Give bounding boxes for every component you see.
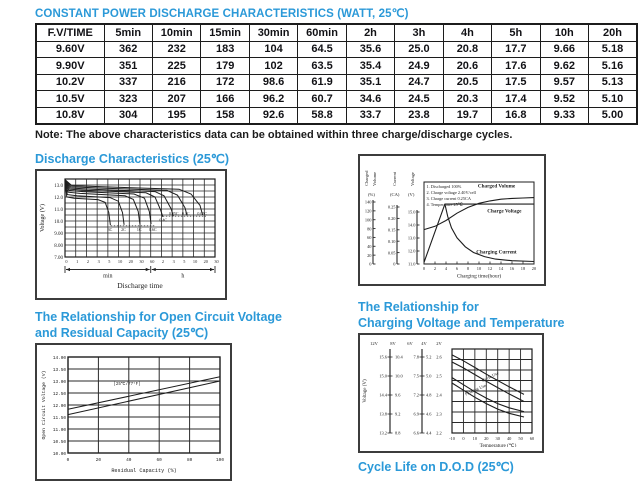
table-cell: 16.8 <box>492 107 540 124</box>
table-header-cell: 60min <box>298 24 346 41</box>
svg-text:20: 20 <box>203 259 208 264</box>
svg-text:10: 10 <box>472 436 478 441</box>
table-cell: 58.8 <box>298 107 346 124</box>
svg-text:1C: 1C <box>136 226 142 232</box>
svg-text:20: 20 <box>484 436 489 441</box>
table-cell: 25.0 <box>395 41 443 58</box>
table-cell: 20.3 <box>443 91 491 108</box>
table-cell: 24.9 <box>395 58 443 75</box>
svg-text:9.00: 9.00 <box>54 231 63 237</box>
charging-voltage-temperature-chart <box>360 335 538 447</box>
cycle-life-heading: Cycle Life on D.O.D (25℃) <box>358 460 514 474</box>
svg-text:100: 100 <box>216 458 224 463</box>
table-cell: 216 <box>152 74 200 91</box>
svg-text:2V: 2V <box>436 341 442 346</box>
table-cell: 232 <box>152 41 200 58</box>
table-cell: 33.7 <box>346 107 394 124</box>
table-cell: 24.5 <box>395 91 443 108</box>
svg-text:100: 100 <box>364 217 372 223</box>
svg-text:14: 14 <box>498 266 504 271</box>
table-cell: 104 <box>249 41 297 58</box>
svg-text:13.8: 13.8 <box>379 411 387 417</box>
svg-text:2.6: 2.6 <box>436 354 442 360</box>
table-header-cell: 10h <box>540 24 588 41</box>
svg-text:6V: 6V <box>407 341 413 346</box>
svg-text:Charging time(hour): Charging time(hour) <box>456 273 502 280</box>
svg-text:Residual Capacity (%): Residual Capacity (%) <box>111 468 177 474</box>
svg-text:12.0: 12.0 <box>407 248 416 254</box>
svg-text:2: 2 <box>433 266 437 271</box>
svg-text:0: 0 <box>369 261 372 267</box>
svg-text:10: 10 <box>476 266 482 271</box>
svg-text:8.00: 8.00 <box>54 243 63 249</box>
svg-text:Charged: Charged <box>364 170 369 186</box>
table-head <box>36 24 637 41</box>
table-header-cell: 2h <box>346 24 394 41</box>
svg-text:7.00: 7.00 <box>54 255 63 261</box>
table-cell: 64.5 <box>298 41 346 58</box>
table-cell: 17.4 <box>492 91 540 108</box>
table-cell: 10.2V <box>36 74 104 91</box>
svg-text:h: h <box>181 273 185 280</box>
svg-text:14.4: 14.4 <box>379 392 387 398</box>
svg-text:60: 60 <box>150 259 155 264</box>
svg-text:12.0: 12.0 <box>54 195 63 201</box>
svg-text:8.8: 8.8 <box>395 430 401 436</box>
svg-text:20: 20 <box>95 458 102 463</box>
svg-text:30: 30 <box>139 259 144 264</box>
table-cell: 61.9 <box>298 74 346 91</box>
svg-text:2: 2 <box>86 259 90 264</box>
svg-text:7.2: 7.2 <box>413 392 419 398</box>
svg-text:(V): (V) <box>408 192 415 197</box>
discharge-chart-frame <box>35 169 227 300</box>
svg-text:3: 3 <box>97 259 100 264</box>
table-header-cell: 15min <box>201 24 249 41</box>
svg-text:7.8: 7.8 <box>413 354 419 360</box>
svg-text:0.15: 0.15 <box>387 227 396 233</box>
svg-text:13.0: 13.0 <box>407 235 416 241</box>
svg-text:4V: 4V <box>421 341 427 346</box>
svg-text:2C: 2C <box>121 226 126 232</box>
table-cell: 9.57 <box>540 74 588 91</box>
svg-text:15.0: 15.0 <box>379 373 387 379</box>
svg-text:2.2: 2.2 <box>436 430 442 436</box>
ocv-chart-heading-line1: The Relationship for Open Circuit Voltage <box>35 310 283 324</box>
table-cell: 35.1 <box>346 74 394 91</box>
open-circuit-voltage-chart <box>37 345 226 475</box>
discharge-chart <box>37 171 221 294</box>
table-cell: 102 <box>249 58 297 75</box>
svg-text:0.6C: 0.6C <box>148 226 157 232</box>
svg-text:40: 40 <box>126 458 132 463</box>
svg-text:8: 8 <box>466 266 470 271</box>
page-title: CONSTANT POWER DISCHARGE CHARACTERISTICS (WATT, 25℃) <box>35 8 409 20</box>
svg-text:Charging Current: Charging Current <box>476 249 517 256</box>
discharge-chart-heading: Discharge Characteristics (25℃) <box>35 152 229 166</box>
table-header-cell: 4h <box>443 24 491 41</box>
table-row <box>36 41 637 58</box>
ocv-chart-heading-line2: and Residual Capacity (25℃) <box>35 326 209 340</box>
table-cell: 19.7 <box>443 107 491 124</box>
svg-text:0: 0 <box>462 436 465 441</box>
table-cell: 60.7 <box>298 91 346 108</box>
table-cell: 63.5 <box>298 58 346 75</box>
table-cell: 92.6 <box>249 107 297 124</box>
svg-text:10: 10 <box>117 259 123 264</box>
svg-text:16: 16 <box>509 266 515 271</box>
svg-text:(CA): (CA) <box>390 192 400 197</box>
table-cell: 20.8 <box>443 41 491 58</box>
table-body <box>36 41 637 124</box>
svg-text:Open Circuit Voltage (V): Open Circuit Voltage (V) <box>42 370 47 440</box>
svg-text:2.3: 2.3 <box>436 411 442 417</box>
table-cell: 17.7 <box>492 41 540 58</box>
svg-text:12.50: 12.50 <box>52 391 66 397</box>
table-cell: 20.5 <box>443 74 491 91</box>
constant-power-table <box>35 23 638 125</box>
table-cell: 35.4 <box>346 58 394 75</box>
table-cell: 362 <box>104 41 152 58</box>
svg-text:50: 50 <box>518 436 523 441</box>
svg-text:15.6: 15.6 <box>379 354 387 360</box>
table-header-cell: 20h <box>589 24 637 41</box>
svg-text:Current: Current <box>392 171 397 186</box>
svg-text:11.50: 11.50 <box>52 415 66 421</box>
svg-text:Voltage: Voltage <box>410 172 415 186</box>
svg-text:10.00: 10.00 <box>52 451 66 457</box>
svg-text:40: 40 <box>367 243 372 249</box>
table-cell: 17.6 <box>492 58 540 75</box>
charging-characteristics-chart <box>360 156 540 280</box>
table-cell: 183 <box>201 41 249 58</box>
svg-text:4.4: 4.4 <box>426 430 432 436</box>
table-cell: 9.60V <box>36 41 104 58</box>
table-cell: 96.2 <box>249 91 297 108</box>
table-row <box>36 58 637 75</box>
svg-text:0: 0 <box>393 261 396 267</box>
svg-text:120: 120 <box>364 208 372 214</box>
svg-text:0.25C: 0.25C <box>168 211 179 217</box>
svg-text:0: 0 <box>65 259 68 264</box>
svg-text:60: 60 <box>367 235 372 241</box>
table-row <box>36 91 637 108</box>
svg-text:4.8: 4.8 <box>426 392 432 398</box>
svg-text:80: 80 <box>186 458 193 463</box>
svg-text:9.2: 9.2 <box>395 411 401 417</box>
svg-text:Charge Voltage: Charge Voltage <box>487 208 522 215</box>
svg-text:0.4C: 0.4C <box>159 217 168 223</box>
svg-text:Temperature (℃): Temperature (℃) <box>479 443 517 447</box>
svg-text:140: 140 <box>364 199 372 205</box>
svg-text:30: 30 <box>214 259 219 264</box>
svg-text:0.1C: 0.1C <box>181 211 190 217</box>
svg-text:6.9: 6.9 <box>413 411 419 417</box>
table-cell: 172 <box>201 74 249 91</box>
svg-text:min: min <box>103 273 113 280</box>
table-cell: 9.62 <box>540 58 588 75</box>
table-row <box>36 74 637 91</box>
svg-text:13.0: 13.0 <box>54 183 63 189</box>
table-cell: 17.5 <box>492 74 540 91</box>
table-cell: 5.18 <box>589 41 637 58</box>
svg-text:5: 5 <box>108 259 111 264</box>
table-cell: 10.8V <box>36 107 104 124</box>
table-cell: 5.13 <box>589 74 637 91</box>
svg-text:11.0: 11.0 <box>54 207 63 213</box>
temp-chart-heading-line1: The Relationship for <box>358 300 479 314</box>
svg-text:14.0: 14.0 <box>407 222 416 228</box>
table-cell: 207 <box>152 91 200 108</box>
svg-text:11.0: 11.0 <box>407 261 416 267</box>
svg-text:2.5: 2.5 <box>436 373 442 379</box>
table-header-cell: 3h <box>395 24 443 41</box>
table-cell: 9.66 <box>540 41 588 58</box>
svg-text:4. Temperature 25℃: 4. Temperature 25℃ <box>426 202 463 207</box>
svg-text:10.50: 10.50 <box>52 439 66 445</box>
table-cell: 9.52 <box>540 91 588 108</box>
svg-text:-10: -10 <box>449 436 455 441</box>
svg-text:3C: 3C <box>107 226 113 232</box>
svg-text:Volume: Volume <box>372 171 377 186</box>
svg-text:13.00: 13.00 <box>52 379 66 385</box>
ocv-chart-heading <box>35 309 282 341</box>
svg-text:10: 10 <box>192 259 198 264</box>
svg-text:2: 2 <box>161 259 165 264</box>
svg-text:(%): (%) <box>368 192 375 197</box>
svg-text:0.10: 0.10 <box>387 238 396 244</box>
svg-text:2. Charge voltage 2.40V/cell: 2. Charge voltage 2.40V/cell <box>426 190 476 195</box>
svg-text:6.6: 6.6 <box>413 430 419 436</box>
svg-text:5: 5 <box>183 259 186 264</box>
table-cell: 351 <box>104 58 152 75</box>
svg-text:60: 60 <box>156 458 162 463</box>
table-cell: 225 <box>152 58 200 75</box>
table-cell: 20.6 <box>443 58 491 75</box>
svg-text:30: 30 <box>495 436 500 441</box>
table-cell: 179 <box>201 58 249 75</box>
table-cell: 9.33 <box>540 107 588 124</box>
table-row <box>36 107 637 124</box>
table-cell: 323 <box>104 91 152 108</box>
table-cell: 98.6 <box>249 74 297 91</box>
table-cell: 24.7 <box>395 74 443 91</box>
table-cell: 158 <box>201 107 249 124</box>
table-header-cell: 30min <box>249 24 297 41</box>
temp-chart-heading-line2: Charging Voltage and Temperature <box>358 316 565 330</box>
table-cell: 23.8 <box>395 107 443 124</box>
svg-text:6: 6 <box>455 266 459 271</box>
svg-text:12: 12 <box>487 266 493 271</box>
table-cell: 34.6 <box>346 91 394 108</box>
table-cell: 5.10 <box>589 91 637 108</box>
ocv-chart-frame <box>35 343 232 481</box>
svg-text:13.2: 13.2 <box>379 430 387 436</box>
table-header-cell: 5min <box>104 24 152 41</box>
table-cell: 195 <box>152 107 200 124</box>
svg-text:0.05: 0.05 <box>387 250 396 256</box>
table-cell: 10.5V <box>36 91 104 108</box>
svg-text:8V: 8V <box>390 341 396 346</box>
svg-text:Voltage (V): Voltage (V) <box>40 203 46 233</box>
table-cell: 5.16 <box>589 58 637 75</box>
svg-text:5.0: 5.0 <box>426 373 432 379</box>
table-cell: 304 <box>104 107 152 124</box>
charging-chart-frame <box>358 154 546 286</box>
svg-text:Floating Use: Floating Use <box>464 382 487 397</box>
svg-text:60: 60 <box>529 436 535 441</box>
svg-text:12.00: 12.00 <box>52 403 66 409</box>
svg-text:Discharge time: Discharge time <box>117 281 163 290</box>
svg-text:12V: 12V <box>370 341 378 346</box>
svg-text:15.0: 15.0 <box>407 209 416 215</box>
svg-text:4: 4 <box>444 266 448 271</box>
temp-chart-heading <box>358 299 565 331</box>
svg-text:11.00: 11.00 <box>52 427 66 433</box>
svg-text:0.05C: 0.05C <box>197 211 208 217</box>
svg-text:20: 20 <box>128 259 133 264</box>
svg-text:13.50: 13.50 <box>52 367 66 373</box>
svg-text:7.5: 7.5 <box>413 373 419 379</box>
svg-text:20: 20 <box>367 252 372 258</box>
table-cell: 35.6 <box>346 41 394 58</box>
svg-text:20: 20 <box>531 266 537 271</box>
temp-chart-frame <box>358 333 544 453</box>
svg-text:40: 40 <box>506 436 512 441</box>
svg-text:Charged Volume: Charged Volume <box>477 183 516 190</box>
svg-text:0: 0 <box>422 266 426 271</box>
svg-text:80: 80 <box>367 226 372 232</box>
svg-text:3: 3 <box>172 259 175 264</box>
svg-text:0: 0 <box>66 458 70 463</box>
svg-text:5.2: 5.2 <box>426 354 432 360</box>
table-header-cell: F.V/TIME <box>36 24 104 41</box>
svg-text:2.4: 2.4 <box>436 392 442 398</box>
svg-text:18: 18 <box>520 266 526 271</box>
svg-text:1: 1 <box>76 259 79 264</box>
svg-text:9.6: 9.6 <box>395 392 401 398</box>
table-cell: 9.90V <box>36 58 104 75</box>
table-header-cell: 10min <box>152 24 200 41</box>
svg-text:(25℃/77°F): (25℃/77°F) <box>113 383 141 387</box>
svg-text:0.20: 0.20 <box>387 216 396 222</box>
table-header-cell: 5h <box>492 24 540 41</box>
table-cell: 5.00 <box>589 107 637 124</box>
svg-text:10.4: 10.4 <box>395 354 403 360</box>
svg-text:14.00: 14.00 <box>52 355 66 361</box>
table-cell: 166 <box>201 91 249 108</box>
svg-text:3. Charge current 0.25CA: 3. Charge current 0.25CA <box>426 196 471 201</box>
svg-text:Voltage (V): Voltage (V) <box>363 379 368 403</box>
table-cell: 337 <box>104 74 152 91</box>
svg-text:1. Discharged 100%: 1. Discharged 100% <box>426 184 462 189</box>
svg-text:10.0: 10.0 <box>54 219 63 225</box>
note-text: Note: The above characteristics data can be obtained within three charge/discharge cycles. <box>35 129 513 141</box>
svg-text:0.25: 0.25 <box>387 204 396 210</box>
svg-text:4.6: 4.6 <box>426 411 432 417</box>
svg-text:Cycle Use: Cycle Use <box>480 370 500 383</box>
svg-text:10.0: 10.0 <box>395 373 403 379</box>
